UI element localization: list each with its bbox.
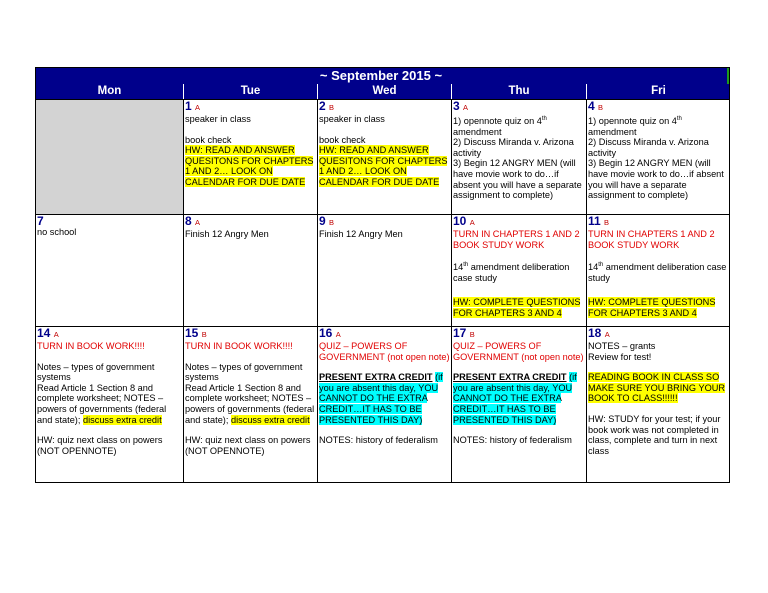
day-cell-sep-2: 2 B speaker in class book check HW: READ AND ANSWER QUESITONS FOR CHAPTERS 1 AND 2… LOOK ON CALENDAR FOR DUE DATE: [317, 99, 451, 214]
homework-note: HW: COMPLETE QUESTIONS FOR CHAPTERS 3 AND 4: [588, 297, 716, 319]
day-header-thu: Thu: [451, 84, 586, 99]
day-cell-sep-11: 11 B TURN IN CHAPTERS 1 AND 2 BOOK STUDY WORK 14th amendment deliberation case study HW: COMPLETE QUESTIONS FOR CHAPTERS 3 AND 4: [586, 214, 730, 326]
homework-note: HW: COMPLETE QUESTIONS FOR CHAPTERS 3 AND 4: [453, 297, 581, 319]
day-cell-sep-8: 8 A Finish 12 Angry Men: [183, 214, 317, 326]
homework-note: HW: READ AND ANSWER QUESITONS FOR CHAPTERS 1 AND 2… LOOK ON CALENDAR FOR DUE DATE: [319, 145, 448, 187]
day-cell-sep-18: 18 A NOTES – grants Review for test! READING BOOK IN CLASS SO MAKE SURE YOU BRING YOUR BOOK TO CLASS!!!!!! HW: STUDY for your test; if your book work was not completed in class, complete and turn in next class: [586, 326, 730, 483]
day-cell-sep-1: 1 A speaker in class book check HW: READ AND ANSWER QUESITONS FOR CHAPTERS 1 AND 2… LOOK ON CALENDAR FOR DUE DATE: [183, 99, 317, 214]
day-cell-sep-10: 10 A TURN IN CHAPTERS 1 AND 2 BOOK STUDY WORK 14th amendment deliberation case study HW: COMPLETE QUESTIONS FOR CHAPTERS 3 AND 4: [451, 214, 586, 326]
day-cell-sep-16: 16 A QUIZ – POWERS OF GOVERNMENT (not open note) PRESENT EXTRA CREDIT (if you are absent this day, YOU CANNOT DO THE EXTRA CREDIT…IT HAS TO BE PRESENTED THIS DAY) NOTES: history of federalism: [317, 326, 451, 483]
calendar-title: ~ September 2015 ~: [35, 67, 730, 84]
day-cell-empty: [35, 99, 183, 214]
day-header-tue: Tue: [183, 84, 317, 99]
day-cell-sep-9: 9 B Finish 12 Angry Men: [317, 214, 451, 326]
calendar: [35, 67, 730, 483]
reading-reminder: READING BOOK IN CLASS SO MAKE SURE YOU BRING YOUR BOOK TO CLASS!!!!!!: [588, 372, 725, 404]
day-cell-sep-4: 4 B 1) opennote quiz on 4th amendment 2) Discuss Miranda v. Arizona activity 3) Begin 12 ANGRY MEN (will have movie work to do…if absent you will have a separate assignment to complete): [586, 99, 730, 214]
day-cell-sep-15: 15 B TURN IN BOOK WORK!!!! Notes – types of government systems Read Article 1 Section 8 and complete worksheet; NOTES – powers of governments (federal and state); discuss extra credit HW: quiz next class on powers (NOT OPENNOTE): [183, 326, 317, 483]
day-cell-sep-14: 14 A TURN IN BOOK WORK!!!! Notes – types of government systems Read Article 1 Section 8 and complete worksheet; NOTES – powers of governments (federal and state); discuss extra credit HW: quiz next class on powers (NOT OPENNOTE): [35, 326, 183, 483]
day-header-fri: Fri: [586, 84, 730, 99]
day-header-mon: Mon: [35, 84, 183, 99]
day-header-wed: Wed: [317, 84, 451, 99]
day-cell-sep-17: 17 B QUIZ – POWERS OF GOVERNMENT (not open note) PRESENT EXTRA CREDIT (if you are absent this day, YOU CANNOT DO THE EXTRA CREDIT…IT HAS TO BE PRESENTED THIS DAY) NOTES: history of federalism: [451, 326, 586, 483]
day-cell-sep-3: 3 A 1) opennote quiz on 4th amendment 2) Discuss Miranda v. Arizona activity 3) Begin 12 ANGRY MEN (will have movie work to do…if absent you will have a separate assignment to complete): [451, 99, 586, 214]
homework-note: HW: READ AND ANSWER QUESITONS FOR CHAPTERS 1 AND 2… LOOK ON CALENDAR FOR DUE DATE: [185, 145, 314, 187]
day-cell-sep-7: 7 no school: [35, 214, 183, 326]
